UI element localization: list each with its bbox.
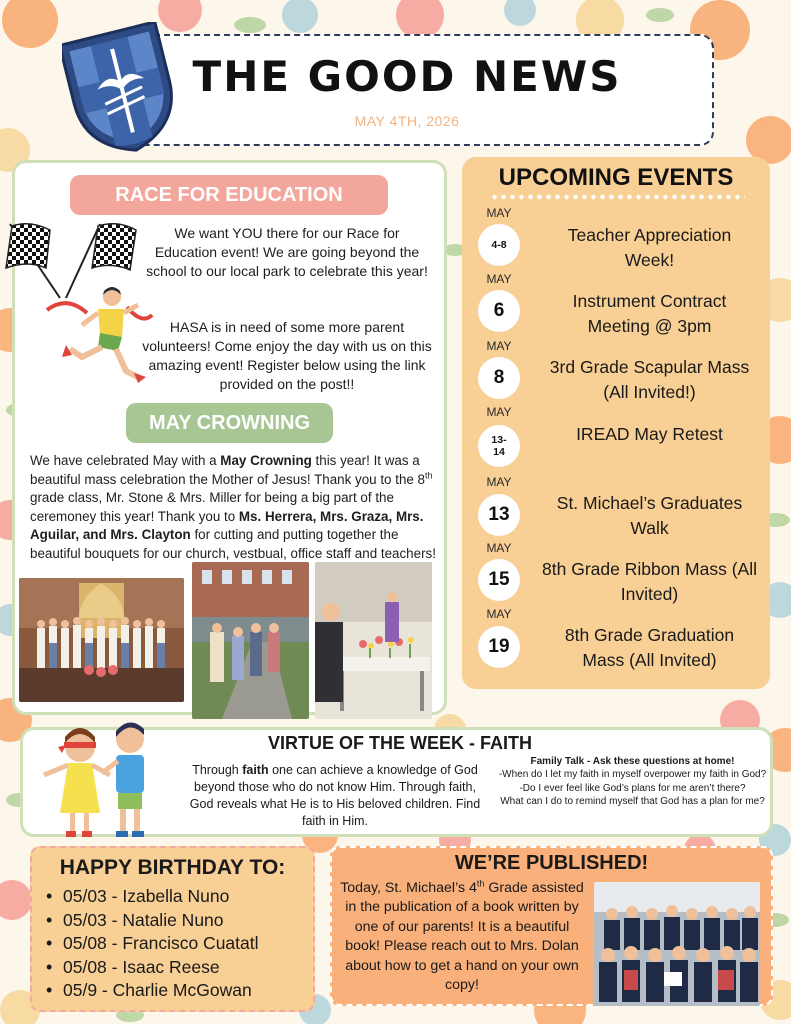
event-title: Teacher Appreciation Week!	[567, 225, 732, 270]
event-title: IREAD May Retest	[576, 424, 723, 444]
birthday-item: • 05/08 - Francisco Cuatatl	[46, 932, 311, 956]
event-month: MAY	[486, 607, 512, 621]
family-talk-questions	[495, 768, 770, 809]
page-title: THE GOOD NEWS	[192, 52, 622, 101]
issue-date: MAY 4TH, 2026	[354, 113, 460, 129]
event-month: MAY	[486, 206, 512, 220]
event-date-circle: 15	[478, 559, 520, 601]
outdoor-procession-photo	[192, 562, 309, 719]
event-title: 8th Grade Ribbon Mass (All Invited)	[542, 559, 757, 604]
virtue-heading: VIRTUE OF THE WEEK - FAITH	[268, 733, 532, 753]
birthday-list	[46, 885, 311, 1003]
flower-arranging-photo	[315, 562, 432, 719]
family-talk-heading: Family Talk - Ask these questions at home!	[530, 756, 735, 767]
birthday-item: • 05/03 - Natalie Nuno	[46, 909, 311, 933]
event-date-circle: 4-8	[478, 224, 520, 266]
event-date-circle: 13	[478, 494, 520, 536]
runner-illustration	[42, 285, 157, 395]
school-shield-logo	[62, 22, 180, 156]
birthday-item: • 05/03 - Izabella Nuno	[46, 885, 311, 909]
event-title: 3rd Grade Scapular Mass (All Invited!)	[549, 357, 750, 402]
event-date-circle: 13- 14	[478, 425, 520, 467]
upcoming-events-heading: UPCOMING EVENTS	[498, 164, 734, 191]
event-month: MAY	[486, 541, 512, 555]
birthday-heading: HAPPY BIRTHDAY TO:	[59, 856, 286, 879]
race-for-education-heading: RACE FOR EDUCATION	[70, 175, 388, 215]
may-crowning-heading: MAY CROWNING	[126, 403, 333, 443]
race-paragraph-2: HASA is in need of some more parent volunteers! Come enjoy the day with us on this amazing event! Register below using the link provided on the post!!	[142, 319, 432, 392]
class-group-photo	[594, 882, 760, 1006]
virtue-paragraph: Through faith one can achieve a knowledge of God beyond those who do not know Him. Through faith, God reveals what He is to His beloved children. Find faith in Him.	[189, 763, 481, 828]
event-month: MAY	[486, 405, 512, 419]
event-title: St. Michael’s Graduates Walk	[556, 493, 743, 538]
birthday-item: • 05/9 - Charlie McGowan	[46, 979, 311, 1003]
published-heading: WE’RE PUBLISHED!	[454, 852, 649, 874]
event-month: MAY	[486, 272, 512, 286]
kids-illustration	[38, 717, 163, 844]
event-title: 8th Grade Graduation Mass (All Invited)	[564, 625, 735, 670]
published-paragraph: Today, St. Michael’s 4th Grade assisted in the publication of a book written by one of our parents! It is a beautiful book! Please reach out to Mrs. Dolan about how to get a hand on your own copy!	[340, 878, 584, 994]
event-month: MAY	[486, 475, 512, 489]
event-month: MAY	[486, 339, 512, 353]
birthday-item: • 05/08 - Isaac Reese	[46, 956, 311, 980]
event-date-circle: 19	[478, 626, 520, 668]
may-crowning-paragraph: We have celebrated May with a May Crowning this year! It was a beautiful mass celebration the Mother of Jesus! Thank you to the 8th grade class, Mr. Stone & Mrs. Miller for being a big part of the ceremoney this year! Thank you to Ms. Herrera, Mrs. Graza, Mrs. Aguilar, and Mrs. Clayton for cutting and putting together the beautiful bouquets for our church, vestbual, office staff and teachers!	[30, 453, 436, 561]
family-question: -Do I ever feel like God’s plans for me aren’t there?	[519, 782, 746, 794]
family-question: -When do I let my faith in myself overpower my faith in God?	[498, 769, 767, 780]
church-group-photo	[19, 578, 184, 702]
dotted-divider	[490, 194, 745, 200]
family-question: What can I do to remind myself that God has a plan for me?	[500, 796, 765, 807]
event-date-circle: 8	[478, 357, 520, 399]
event-date-circle: 6	[478, 290, 520, 332]
race-paragraph-1: We want YOU there for our Race for Education event! We are going beyond the school to our local park to celebrate this year!	[146, 225, 428, 279]
event-title: Instrument Contract Meeting @ 3pm	[572, 291, 727, 336]
